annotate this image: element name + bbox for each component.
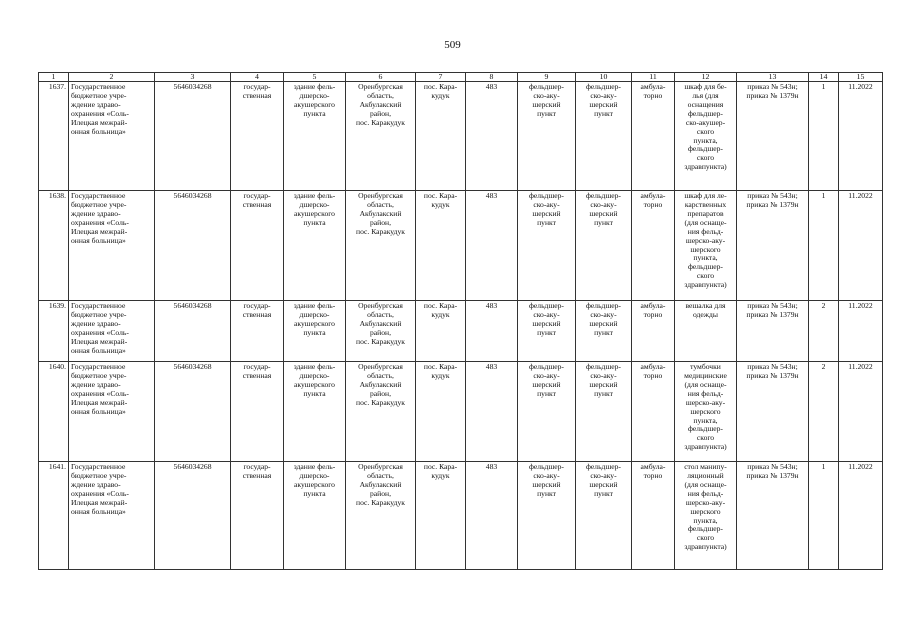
table-row: [39, 300, 883, 361]
building: здание фель- дшерско- акушерского пункта: [284, 461, 346, 569]
column-header-4: 4: [231, 73, 284, 82]
order-reference: приказ № 543н; приказ № 1379н: [737, 81, 809, 190]
row-number: 1640.: [39, 361, 69, 461]
equipment: стол манипу- ляционный (для оснаще- ния фельд- шерско-аку- шерского пункта, фельдшер- ского здравпункта): [675, 461, 737, 569]
table-body: [39, 81, 883, 569]
table-row: [39, 81, 883, 190]
organization-name: Государственное бюджетное учре- ждение здраво- охранения «Соль- Илецкая межрай- онная больница»: [69, 461, 155, 569]
column-header-5: 5: [284, 73, 346, 82]
care-conditions: амбула- торно: [632, 190, 675, 300]
organization-name: Государственное бюджетное учре- ждение здраво- охранения «Соль- Илецкая межрай- онная больница»: [69, 81, 155, 190]
column-header-11: 11: [632, 73, 675, 82]
organization-name: Государственное бюджетное учре- ждение здраво- охранения «Соль- Илецкая межрай- онная больница»: [69, 190, 155, 300]
locality: пос. Кара- кудук: [416, 361, 466, 461]
locality: пос. Кара- кудук: [416, 300, 466, 361]
code: 483: [466, 81, 518, 190]
address: Оренбургская область, Акбулакский район, пос. Каракудук: [346, 361, 416, 461]
equipment: вешалка для одежды: [675, 300, 737, 361]
building: здание фель- дшерско- акушерского пункта: [284, 361, 346, 461]
table-header: [39, 73, 883, 82]
unit-type: фельдшер- ско-аку- шерский пункт: [518, 81, 576, 190]
building: здание фель- дшерско- акушерского пункта: [284, 81, 346, 190]
equipment: шкаф для ле- карственных препаратов (для оснаще- ния фельд- шерско-аку- шерского пункта, фельдшер- ского здравпункта): [675, 190, 737, 300]
unit-name: фельдшер- ско-аку- шерский пункт: [576, 461, 632, 569]
date: 11.2022: [839, 190, 883, 300]
unit-type: фельдшер- ско-аку- шерский пункт: [518, 190, 576, 300]
ownership-form: государ- ственная: [231, 190, 284, 300]
inn: 5646034268: [155, 361, 231, 461]
ownership-form: государ- ственная: [231, 300, 284, 361]
column-header-15: 15: [839, 73, 883, 82]
column-header-3: 3: [155, 73, 231, 82]
order-reference: приказ № 543н; приказ № 1379н: [737, 361, 809, 461]
unit-name: фельдшер- ско-аку- шерский пункт: [576, 300, 632, 361]
table-row: [39, 461, 883, 569]
column-header-14: 14: [809, 73, 839, 82]
code: 483: [466, 190, 518, 300]
care-conditions: амбула- торно: [632, 361, 675, 461]
address: Оренбургская область, Акбулакский район, пос. Каракудук: [346, 300, 416, 361]
care-conditions: амбула- торно: [632, 300, 675, 361]
column-header-10: 10: [576, 73, 632, 82]
date: 11.2022: [839, 300, 883, 361]
column-header-8: 8: [466, 73, 518, 82]
column-header-12: 12: [675, 73, 737, 82]
row-number: 1638.: [39, 190, 69, 300]
date: 11.2022: [839, 361, 883, 461]
row-number: 1639.: [39, 300, 69, 361]
equipment: тумбочки медицинские (для оснаще- ния фельд- шерско-аку- шерского пункта, фельдшер- ского здравпункта): [675, 361, 737, 461]
column-header-13: 13: [737, 73, 809, 82]
unit-name: фельдшер- ско-аку- шерский пункт: [576, 81, 632, 190]
quantity: 1: [809, 81, 839, 190]
unit-name: фельдшер- ско-аку- шерский пункт: [576, 190, 632, 300]
care-conditions: амбула- торно: [632, 81, 675, 190]
row-number: 1641.: [39, 461, 69, 569]
unit-name: фельдшер- ско-аку- шерский пункт: [576, 361, 632, 461]
building: здание фель- дшерско- акушерского пункта: [284, 300, 346, 361]
quantity: 1: [809, 190, 839, 300]
organization-name: Государственное бюджетное учре- ждение здраво- охранения «Соль- Илецкая межрай- онная больница»: [69, 361, 155, 461]
care-conditions: амбула- торно: [632, 461, 675, 569]
page-number: 509: [444, 39, 461, 51]
date: 11.2022: [839, 461, 883, 569]
inn: 5646034268: [155, 300, 231, 361]
row-number: 1637.: [39, 81, 69, 190]
unit-type: фельдшер- ско-аку- шерский пункт: [518, 361, 576, 461]
registry-table: [38, 72, 883, 570]
column-header-7: 7: [416, 73, 466, 82]
address: Оренбургская область, Акбулакский район, пос. Каракудук: [346, 81, 416, 190]
table-row: [39, 361, 883, 461]
header-row: [39, 73, 883, 82]
order-reference: приказ № 543н; приказ № 1379н: [737, 461, 809, 569]
unit-type: фельдшер- ско-аку- шерский пункт: [518, 461, 576, 569]
inn: 5646034268: [155, 461, 231, 569]
unit-type: фельдшер- ско-аку- шерский пункт: [518, 300, 576, 361]
date: 11.2022: [839, 81, 883, 190]
address: Оренбургская область, Акбулакский район, пос. Каракудук: [346, 190, 416, 300]
locality: пос. Кара- кудук: [416, 190, 466, 300]
order-reference: приказ № 543н; приказ № 1379н: [737, 300, 809, 361]
building: здание фель- дшерско- акушерского пункта: [284, 190, 346, 300]
ownership-form: государ- ственная: [231, 361, 284, 461]
quantity: 2: [809, 361, 839, 461]
code: 483: [466, 300, 518, 361]
locality: пос. Кара- кудук: [416, 461, 466, 569]
order-reference: приказ № 543н; приказ № 1379н: [737, 190, 809, 300]
column-header-1: 1: [39, 73, 69, 82]
equipment: шкаф для бе- лья (для оснащения фельдшер- ско-акушер- ского пункта, фельдшер- ского здравпункта): [675, 81, 737, 190]
ownership-form: государ- ственная: [231, 461, 284, 569]
inn: 5646034268: [155, 190, 231, 300]
address: Оренбургская область, Акбулакский район, пос. Каракудук: [346, 461, 416, 569]
quantity: 2: [809, 300, 839, 361]
code: 483: [466, 461, 518, 569]
inn: 5646034268: [155, 81, 231, 190]
code: 483: [466, 361, 518, 461]
column-header-2: 2: [69, 73, 155, 82]
locality: пос. Кара- кудук: [416, 81, 466, 190]
ownership-form: государ- ственная: [231, 81, 284, 190]
column-header-9: 9: [518, 73, 576, 82]
table-row: [39, 190, 883, 300]
organization-name: Государственное бюджетное учре- ждение здраво- охранения «Соль- Илецкая межрай- онная больница»: [69, 300, 155, 361]
column-header-6: 6: [346, 73, 416, 82]
quantity: 1: [809, 461, 839, 569]
